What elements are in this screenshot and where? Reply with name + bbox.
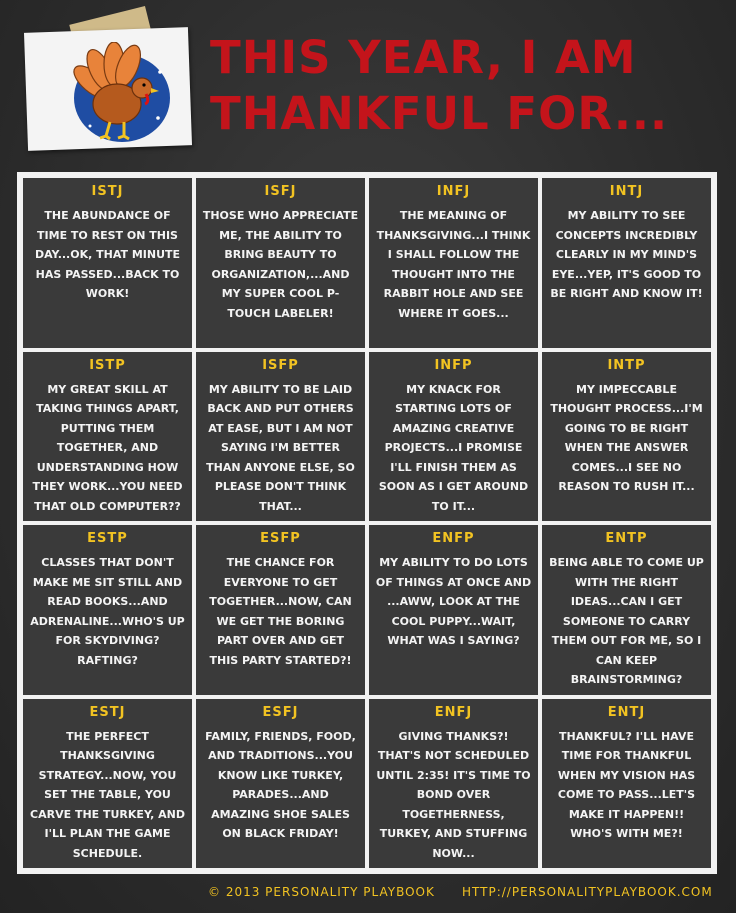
cell-text: MY GREAT SKILL AT TAKING THINGS APART, PUTTING THEM TOGETHER, AND UNDERSTANDING HOW THEY WORK...YOU NEED THAT OLD COMPUTER?? <box>32 382 183 513</box>
cell-text: THANKFUL? I'LL HAVE TIME FOR THANKFUL WHEN MY VISION HAS COME TO PASS...LET'S MAKE IT HAPPEN!! WHO'S WITH ME?! <box>557 729 696 840</box>
cell-text: MY KNACK FOR STARTING LOTS OF AMAZING CREATIVE PROJECTS...I PROMISE I'LL FINISH THEM AS SOON AS I GET AROUND TO IT... <box>378 382 529 513</box>
cell-text: THE CHANCE FOR EVERYONE TO GET TOGETHER...NOW, CAN WE GET THE BORING PART OVER AND GET THIS PARTY STARTED?! <box>209 556 352 667</box>
title-line-2: THANKFUL FOR... <box>210 87 669 140</box>
cell-text: THE PERFECT THANKSGIVING STRATEGY...NOW, YOU SET THE TABLE, YOU CARVE THE TURKEY, AND I'LL PLAN THE GAME SCHEDULE. <box>30 729 185 860</box>
title-line-1: THIS YEAR, I AM <box>210 31 637 84</box>
grid-cell <box>23 178 192 348</box>
type-label: ENFP <box>432 531 475 546</box>
grid-cell <box>542 525 711 695</box>
grid-cell <box>196 178 365 348</box>
type-label: ISFP <box>262 357 299 373</box>
type-label: ESTP <box>87 531 128 546</box>
grid-cell <box>196 699 365 869</box>
cell-text: GIVING THANKS?! THAT'S NOT SCHEDULED UNTIL 2:35! IT'S TIME TO BOND OVER TOGETHERNESS, TURKEY, AND STUFFING NOW... <box>376 729 531 860</box>
grid-cell <box>23 525 192 695</box>
type-label: ESFJ <box>262 704 299 720</box>
cell-text: CLASSES THAT DON'T MAKE ME SIT STILL AND READ BOOKS...AND ADRENALINE...WHO'S UP FOR SKYDIVING? RAFTING? <box>30 556 185 667</box>
grid-cell <box>542 352 711 522</box>
type-label: ENTP <box>605 531 648 546</box>
cell-text: MY ABILITY TO BE LAID BACK AND PUT OTHERS AT EASE, BUT I AM NOT SAYING I'M BETTER THAN ANYONE ELSE, SO PLEASE DON'T THINK THAT... <box>206 382 355 513</box>
grid-cell <box>542 178 711 348</box>
type-label: ENTJ <box>607 704 646 720</box>
type-label: ESTJ <box>89 704 126 720</box>
website-link[interactable]: HTTP://PERSONALITYPLAYBOOK.COM <box>462 885 713 899</box>
type-label: INFP <box>434 357 473 373</box>
grid-cell <box>542 699 711 869</box>
cell-text: BEING ABLE TO COME UP WITH THE RIGHT IDEAS...CAN I GET SOMEONE TO CARRY THEM OUT FOR ME, SO I CAN KEEP BRAINSTORMING? <box>549 556 704 686</box>
cell-text: FAMILY, FRIENDS, FOOD, AND TRADITIONS...YOU KNOW LIKE TURKEY, PARADES...AND AMAZING SHOE SALES ON BLACK FRIDAY! <box>205 729 356 840</box>
cell-text: THE ABUNDANCE OF TIME TO REST ON THIS DAY...OK, THAT MINUTE HAS PASSED...BACK TO WORK! <box>34 209 181 300</box>
type-label: ISTP <box>89 357 126 373</box>
grid-cell <box>196 352 365 522</box>
grid-cell <box>369 178 538 348</box>
grid-cell <box>369 699 538 869</box>
grid-cell <box>23 699 192 869</box>
type-label: ENFJ <box>434 704 473 720</box>
type-label: INFJ <box>436 184 471 199</box>
type-label: INTP <box>607 357 646 373</box>
type-label: ISFJ <box>264 184 297 199</box>
type-label: INTJ <box>609 184 644 199</box>
cell-text: MY ABILITY TO SEE CONCEPTS INCREDIBLY CLEARLY IN MY MIND'S EYE...YEP, IT'S GOOD TO BE RIGHT AND KNOW IT! <box>550 209 703 300</box>
cell-text: THOSE WHO APPRECIATE ME, THE ABILITY TO BRING BEAUTY TO ORGANIZATION,...AND MY SUPER COOL P-TOUCH LABELER! <box>202 209 359 320</box>
type-label: ISTJ <box>91 184 124 199</box>
grid-cell <box>369 352 538 522</box>
grid-cell <box>23 352 192 522</box>
grid-cell <box>369 525 538 695</box>
type-label: ESFP <box>260 531 301 546</box>
cell-text: THE MEANING OF THANKSGIVING...I THINK I SHALL FOLLOW THE THOUGHT INTO THE RABBIT HOLE AND SEE WHERE IT GOES... <box>376 209 531 320</box>
copyright-text: © 2013 PERSONALITY PLAYBOOK <box>208 885 435 899</box>
turkey-icon <box>62 42 174 144</box>
cell-text: MY ABILITY TO DO LOTS OF THINGS AT ONCE AND ...AWW, LOOK AT THE COOL PUPPY...WAIT, WHAT WAS I SAYING? <box>375 556 532 647</box>
grid-cell <box>196 525 365 695</box>
personality-grid <box>17 172 717 874</box>
cell-text: MY IMPECCABLE THOUGHT PROCESS...I'M GOING TO BE RIGHT WHEN THE ANSWER COMES...I SEE NO REASON TO RUSH IT... <box>550 382 703 493</box>
page-title <box>210 30 730 142</box>
